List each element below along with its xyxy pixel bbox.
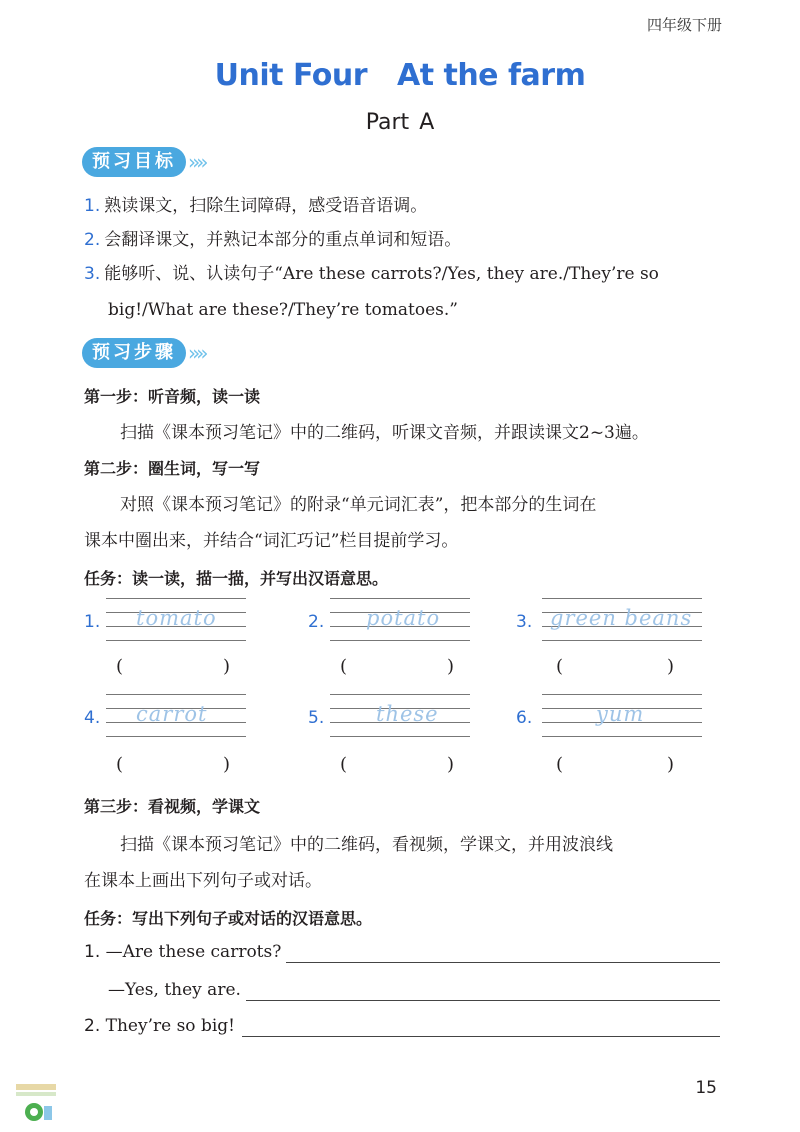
writing-line [542,736,702,737]
paren-open: ( [116,754,124,775]
step2-text-1: 对照《课本预习笔记》的附录“单元词汇表”，把本部分的生词在 [120,495,597,515]
part-letter: A [419,110,435,135]
answer-paren-4[interactable] [116,754,230,775]
sentence-num: 1. [84,942,101,962]
unit-name: Unit Four [214,58,367,93]
publisher-logo-icon [14,1082,58,1126]
writing-line [542,598,702,599]
handwriting-text: potato [366,606,441,630]
word-item-3 [516,598,706,648]
writing-line [330,640,470,641]
step3-text-1: 扫描《课本预习笔记》中的二维码，看视频，学课文，并用波浪线 [120,835,613,855]
word-num: 2. [308,612,325,632]
grade-label: 四年级下册 [646,16,722,34]
goal-text: 会翻译课文，并熟记本部分的重点单词和短语。 [104,230,462,250]
handwriting-text: green beans [550,606,693,630]
answer-line-2[interactable] [246,1000,720,1001]
word-num: 3. [516,612,533,632]
unit-title [0,58,800,93]
goal-text: 能够听、说、认读句子“Are these carrots?/Yes, they are./They’re so [104,264,659,284]
goal-item-3 [84,264,724,284]
sentence-2 [108,980,241,1000]
step1-text: 扫描《课本预习笔记》中的二维码，听课文音频，并跟读课文2~3遍。 [120,423,649,443]
step2-task: 任务：读一读，描一描，并写出汉语意思。 [84,569,389,588]
answer-paren-1[interactable] [116,656,230,677]
step3-task: 任务：写出下列句子或对话的汉语意思。 [84,909,373,928]
paren-open: ( [556,754,564,775]
word-num: 6. [516,708,533,728]
paren-close: ) [447,754,455,775]
paren-close: ) [223,656,231,677]
paren-close: ) [223,754,231,775]
writing-line [106,694,246,695]
handwriting-text: tomato [136,606,217,630]
part-heading [0,110,800,135]
handwriting-text: carrot [136,702,208,726]
step1-heading: 第一步：听音频，读一读 [84,387,261,406]
step3-heading: 第三步：看视频，学课文 [84,797,261,816]
goals-badge [82,147,204,177]
answer-line-1[interactable] [286,962,720,963]
writing-line [542,694,702,695]
paren-open: ( [340,754,348,775]
sentence-text: —Are these carrots? [105,942,282,962]
unit-topic: At the farm [396,58,586,93]
chevron-right-icon: »» [188,341,205,365]
paren-open: ( [340,656,348,677]
word-num: 1. [84,612,101,632]
answer-paren-3[interactable] [556,656,674,677]
word-item-2 [308,598,478,648]
step2-text-2: 课本中圈出来，并结合“词汇巧记”栏目提前学习。 [84,531,459,551]
step3-text-2: 在课本上画出下列句子或对话。 [84,871,322,891]
paren-open: ( [556,656,564,677]
handwriting-text: these [376,702,439,726]
answer-paren-5[interactable] [340,754,454,775]
word-num: 4. [84,708,101,728]
sentence-text: They’re so big! [105,1016,235,1036]
word-item-4 [84,694,254,744]
writing-line [542,640,702,641]
word-num: 5. [308,708,325,728]
paren-close: ) [447,656,455,677]
steps-badge-label: 预习步骤 [82,338,186,368]
sentence-text: —Yes, they are. [108,980,241,1000]
goal-num: 2. [84,230,101,250]
word-item-5 [308,694,478,744]
step2-heading: 第二步：圈生词，写一写 [84,459,261,478]
goal-item-3-cont: big!/What are these?/They’re tomatoes.” [108,300,458,320]
goal-num: 1. [84,196,101,216]
writing-line [106,736,246,737]
goal-text: 熟读课文，扫除生词障碍，感受语音语调。 [104,196,428,216]
part-word: Part [365,110,410,135]
goal-item-2 [84,230,461,250]
chevron-right-icon: »» [188,150,205,174]
writing-line [106,640,246,641]
page-number: 15 [695,1078,717,1098]
goal-item-1 [84,196,427,216]
writing-line [330,694,470,695]
answer-line-3[interactable] [242,1036,720,1037]
paren-close: ) [667,656,675,677]
writing-line [330,736,470,737]
writing-line [330,598,470,599]
steps-badge [82,338,204,368]
sentence-num: 2. [84,1016,101,1036]
paren-close: ) [667,754,675,775]
sentence-3 [84,1016,235,1036]
word-item-6 [516,694,706,744]
writing-line [106,598,246,599]
answer-paren-6[interactable] [556,754,674,775]
sentence-1 [84,942,281,962]
goals-badge-label: 预习目标 [82,147,186,177]
word-item-1 [84,598,254,648]
paren-open: ( [116,656,124,677]
goal-num: 3. [84,264,101,284]
answer-paren-2[interactable] [340,656,454,677]
handwriting-text: yum [596,702,645,726]
